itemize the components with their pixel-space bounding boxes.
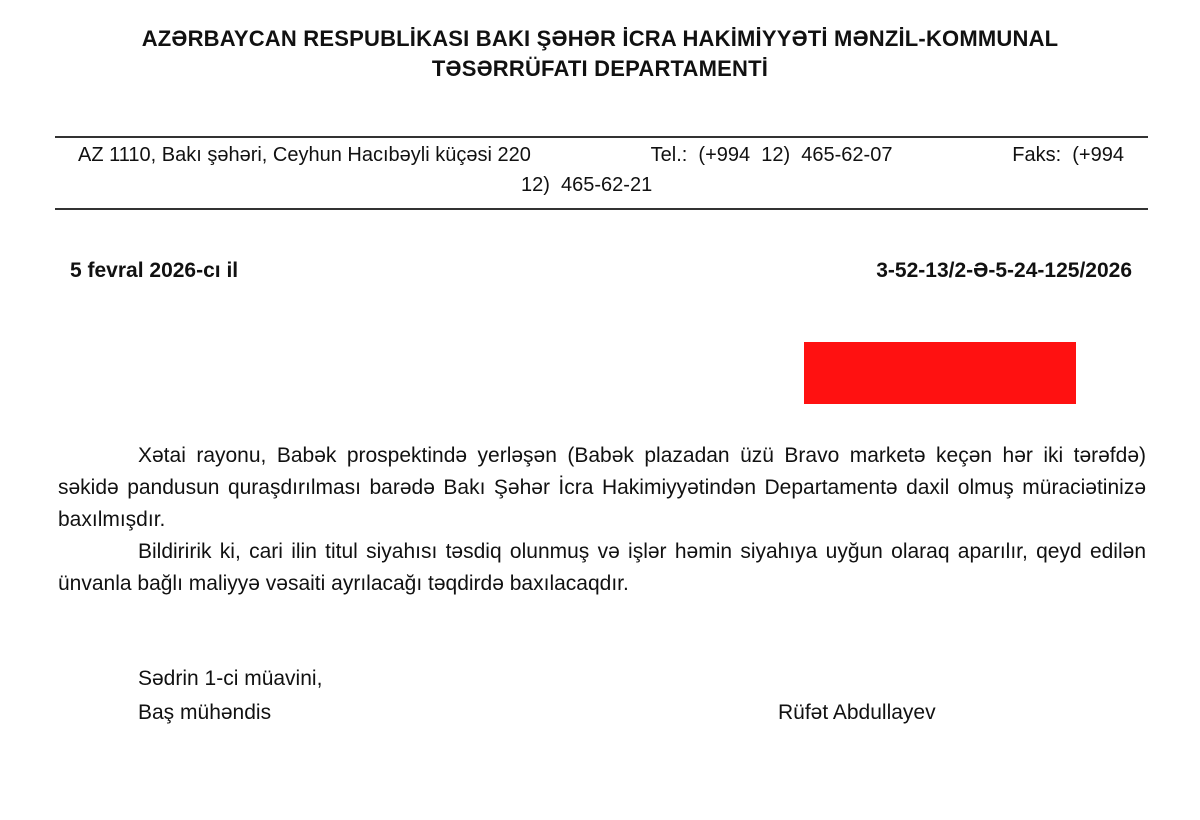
- body-paragraph-1: Xətai rayonu, Babək prospektində yerləşən (Babək plazadan üzü Bravo marketə keçən hər iki tərəfdə) səkidə pandusun quraşdırılması barədə Bakı Şəhər İcra Hakimiyyətindən Departamentə daxil olmuş müraciətinizə baxılmışdır.: [58, 444, 1146, 531]
- signatory-name: Rüfət Abdullayev: [778, 701, 936, 724]
- header-top-divider: [55, 136, 1148, 138]
- contact-address: AZ 1110, Bakı şəhəri, Ceyhun Hacıbəyli küçəsi 220: [78, 144, 531, 166]
- signatory-position: [138, 662, 322, 730]
- signatory-position-line1: Sədrin 1-ci müavini,: [138, 667, 323, 690]
- header-title-line2: TƏSƏRRÜFATI DEPARTAMENTİ: [431, 56, 769, 81]
- letter-body: [58, 440, 1146, 600]
- redaction-box: [804, 342, 1076, 404]
- contact-fax-label: Faks: (+994: [1012, 144, 1124, 166]
- signatory-position-line2: Baş mühəndis: [138, 701, 272, 724]
- letter-date: 5 fevral 2026-cı il: [70, 259, 239, 282]
- header-title-line1: AZƏRBAYCAN RESPUBLİKASI BAKI ŞƏHƏR İCRA HAKİMİYYƏTİ MƏNZİL-KOMMUNAL: [141, 26, 1059, 51]
- header-bottom-divider: [55, 208, 1148, 210]
- contact-fax-number: 12) 465-62-21: [521, 174, 653, 196]
- contact-block: [78, 140, 1124, 200]
- contact-tel: Tel.: (+994 12) 465-62-07: [650, 144, 893, 166]
- contact-line1: [78, 140, 1124, 170]
- reference-number: 3-52-13/2-Ə-5-24-125/2026: [876, 259, 1132, 282]
- organization-header: [40, 24, 1160, 84]
- body-paragraph-2: Bildiririk ki, cari ilin titul siyahısı təsdiq olunmuş və işlər həmin siyahıya uyğun olaraq aparılır, qeyd edilən ünvanla bağlı maliyyə vəsaiti ayrılacağı təqdirdə baxılacaqdır.: [58, 540, 1146, 595]
